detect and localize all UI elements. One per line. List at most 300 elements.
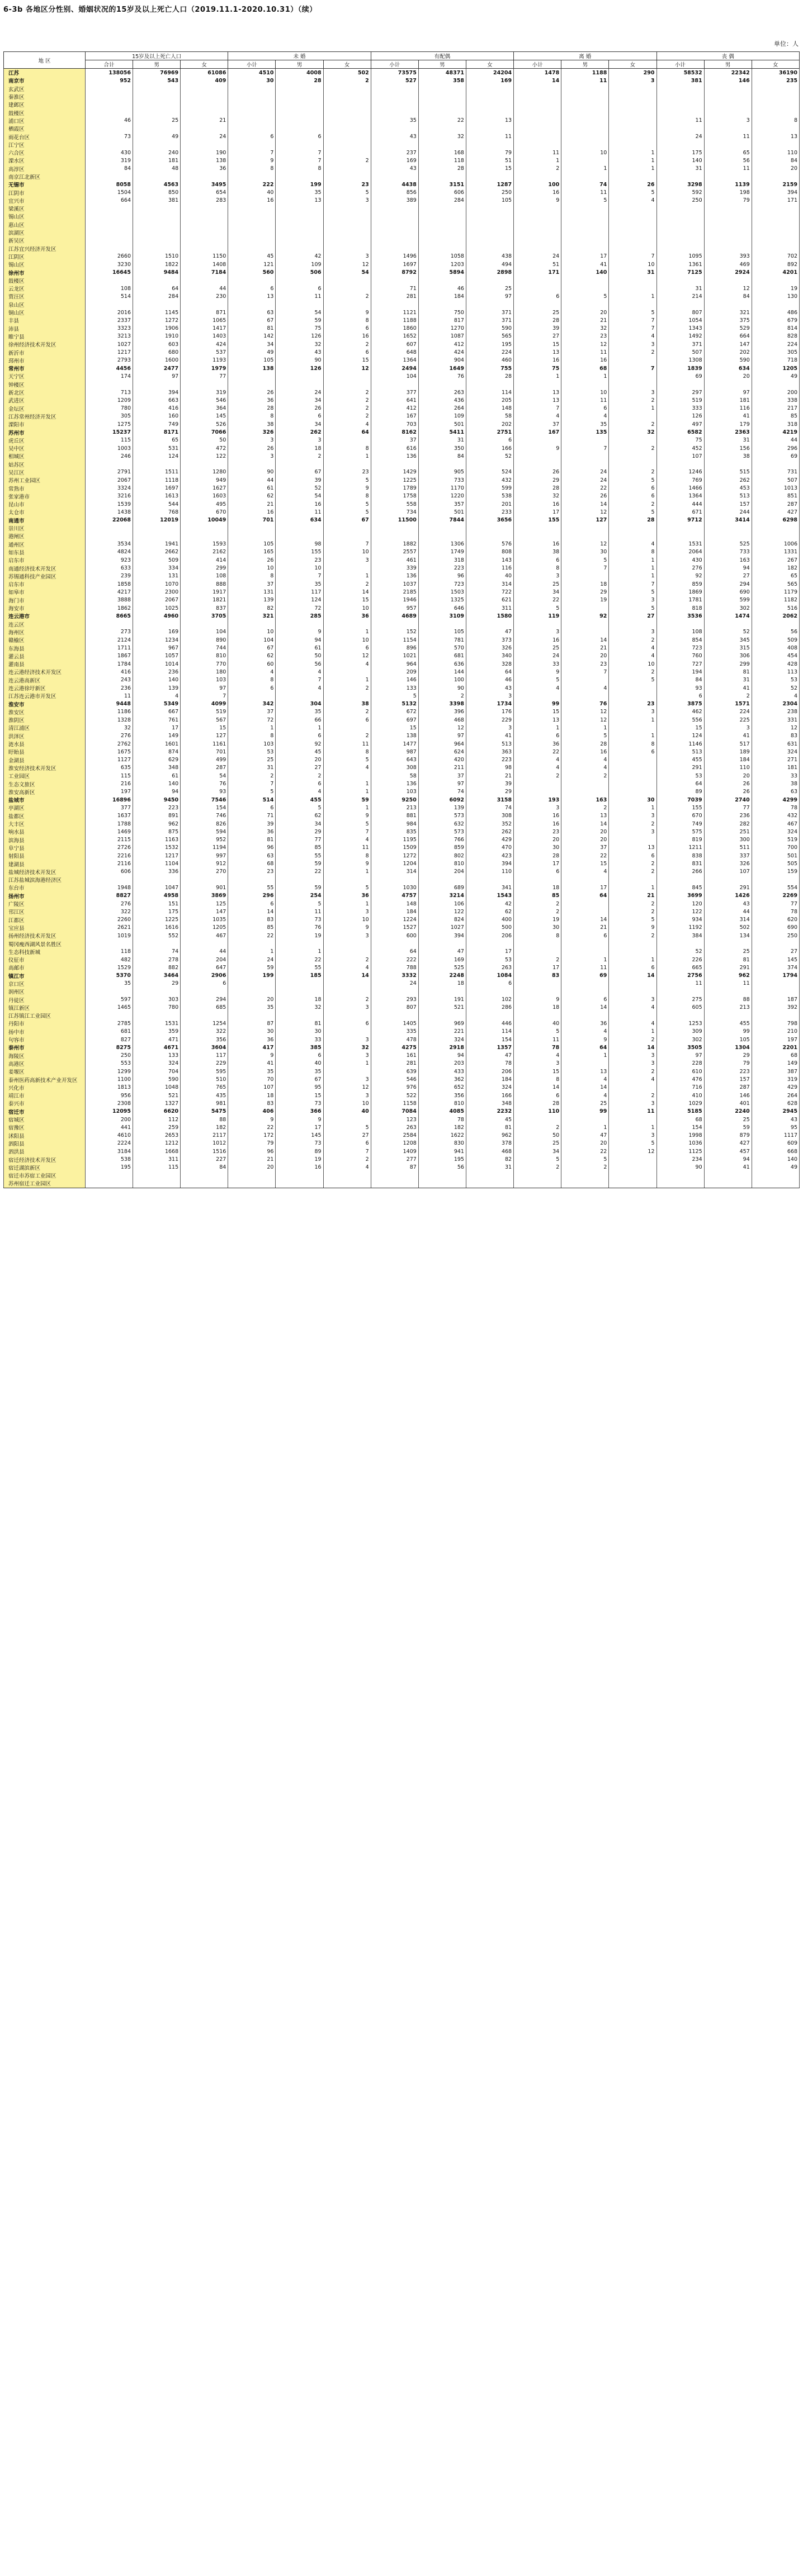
value-cell: 427 [704,1140,752,1147]
value-cell: 704 [133,1068,181,1075]
value-cell: 733 [704,548,752,556]
value-cell: 4960 [133,612,181,620]
value-cell: 859 [656,580,704,588]
value-cell [609,277,656,284]
value-cell: 64 [656,780,704,787]
value-cell: 3 [323,932,371,940]
value-cell: 59 [323,796,371,804]
table-row [4,364,800,372]
value-cell: 1405 [371,1019,418,1027]
value-cell: 7 [609,364,656,372]
value-cell: 15 [514,708,561,716]
value-cell: 665 [656,964,704,971]
value-cell [466,988,513,995]
value-cell [514,1116,561,1123]
value-cell: 315 [704,644,752,652]
value-cell: 27 [752,948,799,956]
value-cell [561,212,609,220]
value-cell: 41 [704,1164,752,1171]
value-cell: 16896 [85,796,133,804]
value-cell: 502 [323,69,371,77]
value-cell: 515 [704,468,752,476]
value-cell [609,141,656,149]
value-cell: 1697 [371,260,418,268]
value-cell: 350 [418,444,466,452]
value-cell: 90 [418,684,466,692]
value-cell [228,461,276,468]
value-cell [752,1179,799,1188]
value-cell: 3 [323,1075,371,1083]
table-row [4,412,800,420]
value-cell: 160 [133,412,181,420]
table-row [4,1147,800,1155]
value-cell: 2 [609,396,656,404]
value-cell [561,676,609,684]
value-cell: 1466 [656,484,704,492]
value-cell: 74 [561,181,609,188]
value-cell: 223 [418,564,466,572]
value-cell: 97 [418,732,466,740]
value-cell: 892 [752,260,799,268]
value-cell: 7 [181,692,228,700]
value-cell [656,301,704,309]
value-cell: 2 [323,956,371,964]
region-name-cell: 江阴区 [4,253,86,260]
value-cell: 2 [609,468,656,476]
value-cell: 321 [228,612,276,620]
value-cell: 6 [466,437,513,444]
value-cell: 8 [228,572,276,580]
value-cell [561,572,609,580]
value-cell: 522 [371,1092,418,1099]
value-cell: 11 [561,188,609,196]
value-cell [752,524,799,532]
value-cell: 47 [466,1052,513,1060]
value-cell: 116 [466,564,513,572]
value-cell: 40 [323,1108,371,1116]
value-cell: 5 [514,676,561,684]
value-cell: 43 [276,348,323,356]
value-cell: 3 [466,692,513,700]
value-cell: 519 [752,836,799,844]
value-cell: 107 [704,868,752,876]
table-row [4,1019,800,1027]
value-cell: 165 [228,548,276,556]
value-cell: 1 [609,165,656,173]
value-cell: 203 [418,1060,466,1068]
value-cell: 2 [323,732,371,740]
value-cell: 73 [276,1140,323,1147]
value-cell: 4 [228,668,276,676]
table-row [4,980,800,988]
value-cell: 120 [656,900,704,908]
value-cell: 1 [561,724,609,732]
value-cell: 429 [466,836,513,844]
value-cell: 472 [181,444,228,452]
value-cell: 1 [323,628,371,636]
value-cell: 152 [371,628,418,636]
value-cell [466,381,513,388]
value-cell [609,1164,656,1171]
value-cell: 311 [466,604,513,612]
value-cell: 2 [561,804,609,812]
value-cell: 934 [656,915,704,923]
value-cell: 55 [228,884,276,891]
value-cell [514,108,561,116]
value-cell: 1675 [85,748,133,756]
table-row [4,1116,800,1123]
value-cell: 2116 [85,860,133,867]
region-name-cell: 启东市 [4,556,86,564]
value-cell: 519 [656,396,704,404]
value-cell: 1100 [85,1075,133,1083]
value-cell: 5 [323,756,371,764]
value-cell: 875 [133,828,181,836]
value-cell: 510 [181,1075,228,1083]
value-cell: 1186 [85,708,133,716]
value-cell [704,212,752,220]
value-cell [561,125,609,132]
value-cell: 538 [466,492,513,500]
region-name-cell: 洪泽区 [4,732,86,740]
value-cell: 326 [704,860,752,867]
value-cell: 155 [276,548,323,556]
value-cell [514,301,561,309]
value-cell: 1212 [133,1140,181,1147]
value-cell: 67 [276,468,323,476]
value-cell: 592 [656,188,704,196]
value-cell: 30 [561,548,609,556]
value-cell: 24 [514,253,561,260]
value-cell: 5132 [371,700,418,708]
value-cell: 20 [561,836,609,844]
value-cell: 140 [133,780,181,787]
region-name-cell: 锡山区 [4,212,86,220]
value-cell: 576 [466,540,513,548]
value-cell [418,236,466,244]
value-cell [752,1012,799,1019]
value-cell: 314 [704,915,752,923]
table-row [4,149,800,156]
value-cell: 1012 [181,1140,228,1147]
region-name-cell: 浦口区 [4,117,86,125]
value-cell: 8 [228,412,276,420]
value-cell [656,1171,704,1179]
value-cell: 670 [656,812,704,820]
value-cell [85,988,133,995]
value-cell: 14 [514,77,561,84]
table-row [4,692,800,700]
value-cell: 1580 [466,612,513,620]
value-cell [228,85,276,93]
value-cell: 84 [704,292,752,300]
value-cell: 15 [181,724,228,732]
value-cell: 6 [276,780,323,787]
value-cell: 689 [418,884,466,891]
region-name-cell: 昆山市 [4,500,86,508]
value-cell: 511 [704,844,752,852]
value-cell: 837 [181,604,228,612]
value-cell: 277 [371,1155,418,1163]
value-cell [656,85,704,93]
value-cell: 1474 [704,612,752,620]
value-cell: 190 [181,149,228,156]
value-cell: 169 [133,628,181,636]
value-cell: 217 [752,404,799,412]
value-cell: 187 [752,995,799,1003]
value-cell: 1910 [133,333,181,340]
region-name-cell: 贾汪区 [4,292,86,300]
region-name-cell: 新北区 [4,388,86,396]
value-cell: 356 [418,1092,466,1099]
value-cell: 802 [418,852,466,860]
value-cell: 2 [323,708,371,716]
value-cell [276,141,323,149]
value-cell [323,165,371,173]
value-cell [752,101,799,108]
value-cell: 830 [418,1140,466,1147]
value-cell: 5 [561,556,609,564]
value-cell: 1188 [371,316,418,324]
value-cell: 3213 [85,333,133,340]
value-cell [561,301,609,309]
region-name-cell: 建湖县 [4,860,86,867]
value-cell: 605 [656,1004,704,1012]
value-cell: 16 [514,357,561,364]
table-row [4,1131,800,1139]
value-cell: 600 [371,932,418,940]
value-cell: 200 [752,388,799,396]
value-cell [514,620,561,628]
value-cell: 12 [418,724,466,732]
value-cell: 99 [561,1108,609,1116]
value-cell [752,141,799,149]
value-cell [85,141,133,149]
value-cell: 122 [656,908,704,915]
value-cell: 808 [466,548,513,556]
value-cell: 814 [752,325,799,333]
value-cell: 104 [371,372,418,380]
value-cell: 79 [704,1060,752,1068]
value-cell: 56 [704,156,752,164]
value-cell [323,620,371,628]
value-cell [228,221,276,229]
value-cell: 1027 [418,924,466,932]
value-cell: 206 [466,1068,513,1075]
value-cell: 44 [228,476,276,484]
value-cell [514,437,561,444]
value-cell: 35 [276,1068,323,1075]
value-cell: 1527 [371,924,418,932]
value-cell [752,125,799,132]
value-cell: 417 [228,1043,276,1051]
value-cell [561,461,609,468]
value-cell: 36 [323,612,371,620]
value-cell [609,125,656,132]
value-cell [561,437,609,444]
table-row [4,381,800,388]
value-cell: 204 [181,956,228,964]
value-cell: 1170 [418,484,466,492]
value-cell: 1510 [133,253,181,260]
region-name-cell: 盐城经济技术开发区 [4,868,86,876]
value-cell: 276 [85,732,133,740]
value-cell [85,212,133,220]
value-cell: 59 [228,964,276,971]
value-cell [323,692,371,700]
value-cell: 331 [752,716,799,724]
value-cell: 424 [418,348,466,356]
value-cell: 1084 [466,972,513,980]
value-cell: 37 [228,580,276,588]
sub-header-female: 女 [323,60,371,69]
region-name-cell: 姜堰区 [4,1068,86,1075]
table-row [4,1068,800,1075]
value-cell: 13 [561,812,609,820]
value-cell: 4099 [181,700,228,708]
value-cell: 38 [228,420,276,428]
value-cell: 486 [752,309,799,316]
value-cell: 3 [609,1131,656,1139]
value-cell [561,101,609,108]
value-cell: 2 [276,452,323,460]
value-cell [323,1068,371,1075]
region-name-cell: 赣榆区 [4,636,86,644]
region-name-cell: 崇川区 [4,524,86,532]
value-cell: 4217 [85,588,133,596]
region-name-cell: 盐城市 [4,796,86,804]
value-cell: 1697 [133,484,181,492]
value-cell: 163 [561,796,609,804]
value-cell [561,988,609,995]
value-cell: 859 [418,844,466,852]
value-cell: 1 [514,724,561,732]
value-cell: 595 [181,1068,228,1075]
value-cell: 470 [466,844,513,852]
value-cell: 9 [514,197,561,205]
value-cell [752,1171,799,1179]
value-cell: 276 [656,564,704,572]
table-row [4,301,800,309]
value-cell: 32 [561,325,609,333]
value-cell: 2584 [371,1131,418,1139]
value-cell: 15 [514,1068,561,1075]
value-cell: 30 [514,924,561,932]
value-cell: 371 [466,316,513,324]
value-cell: 58 [371,772,418,780]
value-cell: 1275 [85,420,133,428]
table-row [4,1036,800,1043]
value-cell: 78 [514,1043,561,1051]
value-cell: 33 [276,1036,323,1043]
value-cell: 11 [323,844,371,852]
value-cell: 78 [752,908,799,915]
value-cell: 430 [85,149,133,156]
value-cell: 23 [561,660,609,668]
value-cell [323,117,371,125]
region-name-cell: 扬中市 [4,1028,86,1036]
value-cell: 648 [371,348,418,356]
region-name-cell: 连云港市 [4,612,86,620]
table-row [4,676,800,684]
table-row [4,540,800,548]
value-cell: 482 [85,956,133,964]
value-cell: 718 [752,357,799,364]
value-cell: 27 [609,612,656,620]
table-row [4,1043,800,1051]
value-cell: 76 [276,924,323,932]
value-cell: 408 [752,644,799,652]
value-cell: 1 [276,948,323,956]
value-cell [609,940,656,947]
value-cell: 416 [133,404,181,412]
value-cell: 149 [752,1060,799,1068]
value-cell: 13 [514,348,561,356]
value-cell: 507 [656,348,704,356]
value-cell: 262 [276,428,323,436]
value-cell: 29 [466,788,513,796]
sub-header-total: 合计 [85,60,133,69]
value-cell: 333 [656,404,704,412]
value-cell [323,277,371,284]
region-name-cell: 六合区 [4,149,86,156]
table-row [4,524,800,532]
value-cell: 284 [133,292,181,300]
value-cell [228,620,276,628]
value-cell: 3 [609,596,656,604]
value-cell: 189 [704,748,752,756]
value-cell [466,1171,513,1179]
value-cell [371,173,418,181]
value-cell: 1426 [704,892,752,900]
value-cell: 3 [323,1052,371,1060]
value-cell: 27 [276,764,323,772]
value-cell: 210 [752,1028,799,1036]
value-cell: 46 [85,117,133,125]
value-cell: 22 [514,596,561,604]
table-row [4,796,800,804]
value-cell: 22 [561,1147,609,1155]
value-cell: 64 [561,892,609,900]
region-name-cell: 海门市 [4,596,86,604]
value-cell: 63 [228,852,276,860]
value-cell: 56 [752,628,799,636]
value-cell: 31 [704,437,752,444]
value-cell: 4 [561,756,609,764]
value-cell: 1813 [85,1084,133,1092]
value-cell: 3 [466,724,513,732]
value-cell: 15 [371,724,418,732]
value-cell: 303 [133,995,181,1003]
value-cell: 92 [561,612,609,620]
value-cell: 81 [228,325,276,333]
value-cell: 22 [228,932,276,940]
value-cell [85,205,133,212]
value-cell: 26 [276,404,323,412]
value-cell [418,205,466,212]
value-cell: 4 [561,412,609,420]
value-cell: 30 [228,77,276,84]
value-cell: 201 [466,500,513,508]
value-cell: 7 [561,668,609,676]
value-cell [609,692,656,700]
value-cell: 90 [276,357,323,364]
value-cell: 3 [514,1060,561,1068]
value-cell: 97 [466,292,513,300]
value-cell: 84 [418,452,466,460]
value-cell: 750 [418,309,466,316]
value-cell: 305 [85,412,133,420]
